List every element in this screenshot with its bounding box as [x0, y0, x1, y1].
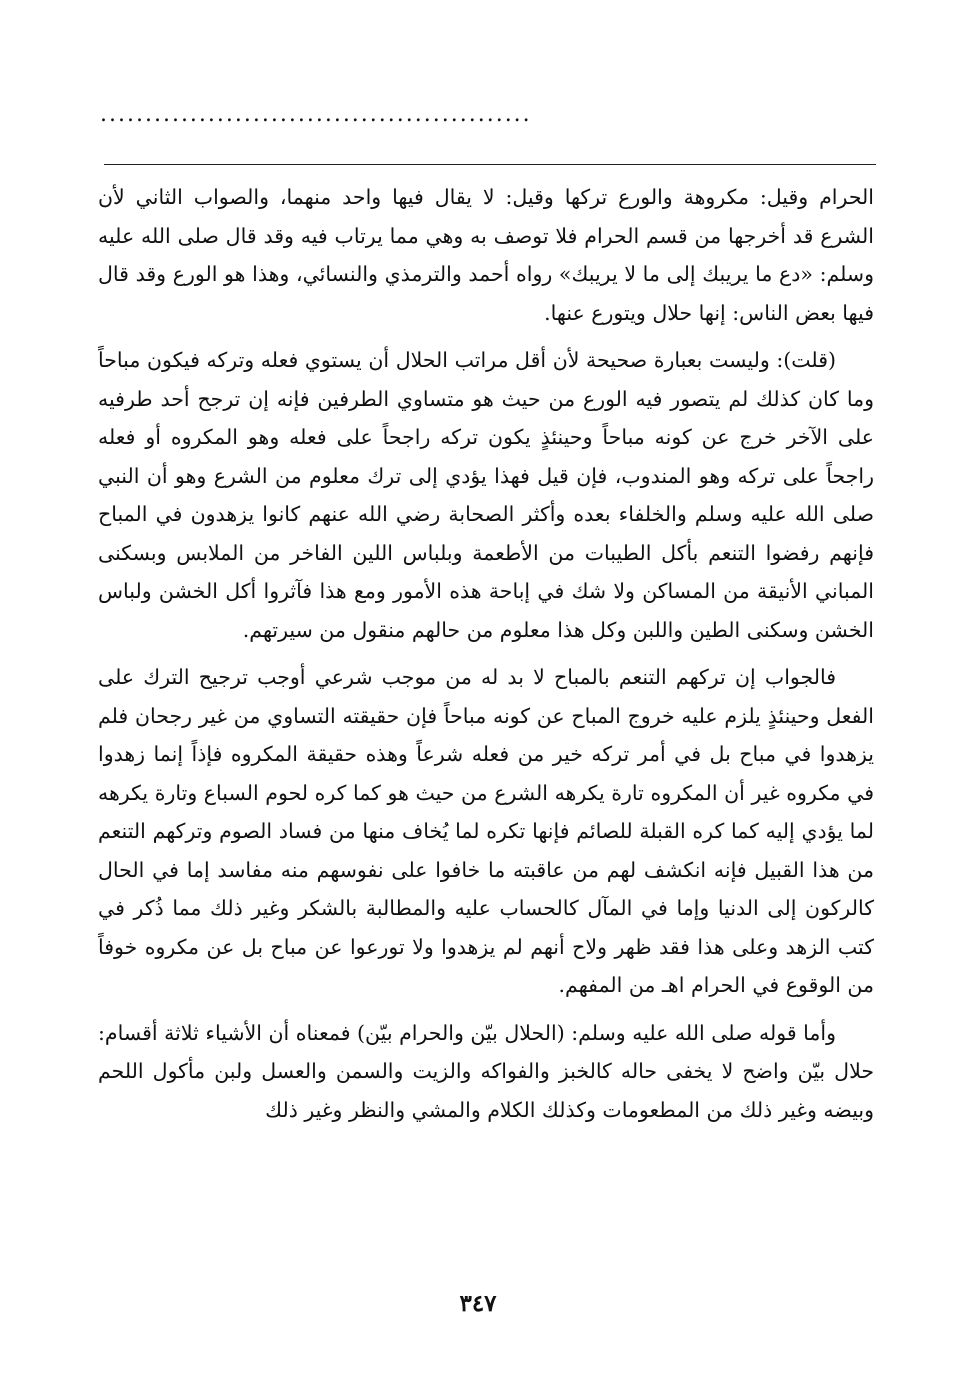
- paragraph-4: وأما قوله صلى الله عليه وسلم: (الحلال بيّن والحرام بيّن) فمعناه أن الأشياء ثلاثة أقسام: حلال بيّن واضح لا يخفى حاله كالخبز والفواكه والزيت والسمن والعسل ولبن مأكول اللحم وبيضه وغير ذلك من المطعومات وكذلك الكلام والمشي والنظر وغير ذلك: [98, 1020, 874, 1122]
- paragraph-3: فالجواب إن تركهم التنعم بالمباح لا بد له من موجب شرعي أوجب ترجيح الترك على الفعل وحينئذٍ يلزم عليه خروج المباح عن كونه مباحاً فإن حقيقته التساوي من غير رجحان فلم يزهدوا في مباح بل في أمر تركه خير من فعله شرعاً وهذه حقيقة المكروه فإذاً إنما زهدوا في مكروه غير أن المكروه تارة يكرهه الشرع من حيث هو كما كره لحوم السباع وتارة يكرهه لما يؤدي إليه كما كره القبلة للصائم فإنها تكره لما يُخاف منها من فساد الصوم وتركهم التنعم من هذا القبيل فإنه انكشف لهم من عاقبته ما خافوا على نفوسهم منه مفاسد إما في الحال كالركون إلى الدنيا وإما في المآل كالحساب عليه والمطالبة بالشكر وغير ذلك مما ذُكر في كتب الزهد وعلى هذا فقد ظهر ولاح أنهم لم يزهدوا ولا تورعوا عن مباح بل عن مكروه خوفاً من الوقوع في الحرام اهـ من المفهم.: [98, 665, 874, 997]
- paragraph-2: (قلت): وليست بعبارة صحيحة لأن أقل مراتب الحلال أن يستوي فعله وتركه فيكون مباحاً وما كان كذلك لم يتصور فيه الورع من حيث هو متساوي الطرفين فإنه إن ترجح أحد طرفيه على الآخر خرج عن كونه مباحاً وحينئذٍ يكون تركه راجحاً على فعله وهو المكروه أو فعله راجحاً على تركه وهو المندوب، فإن قيل فهذا يؤدي إلى ترك معلوم من الشرع وهو أن النبي صلى الله عليه وسلم والخلفاء بعده وأكثر الصحابة رضي الله عنهم كانوا يزهدون في المباح فإنهم رفضوا التنعم بأكل الطيبات من الأطعمة وبلباس اللين الفاخر من الملابس وبسكنى المباني الأنيقة من المساكن ولا شك في إباحة هذه الأمور ومع هذا فآثروا أكل الخشن ولباس الخشن وسكنى الطين واللبن وكل هذا معلوم من حالهم منقول من سيرتهم.: [98, 348, 874, 642]
- dotted-separator: ................................................: [100, 102, 532, 127]
- main-text: [98, 178, 874, 1129]
- page-number: ٣٤٧: [459, 1290, 497, 1317]
- paragraph-1: الحرام وقيل: مكروهة والورع تركها وقيل: لا يقال فيها واحد منهما، والصواب الثاني لأن الشرع قد أخرجها من قسم الحرام فلا توصف به وهي مما يرتاب فيه وقد قال صلى الله عليه وسلم: «دع ما يريبك إلى ما لا يريبك» رواه أحمد والترمذي والنسائي، وهذا هو الورع وقد قال فيها بعض الناس: إنها حلال ويتورع عنها.: [98, 185, 874, 325]
- horizontal-rule: [104, 164, 876, 165]
